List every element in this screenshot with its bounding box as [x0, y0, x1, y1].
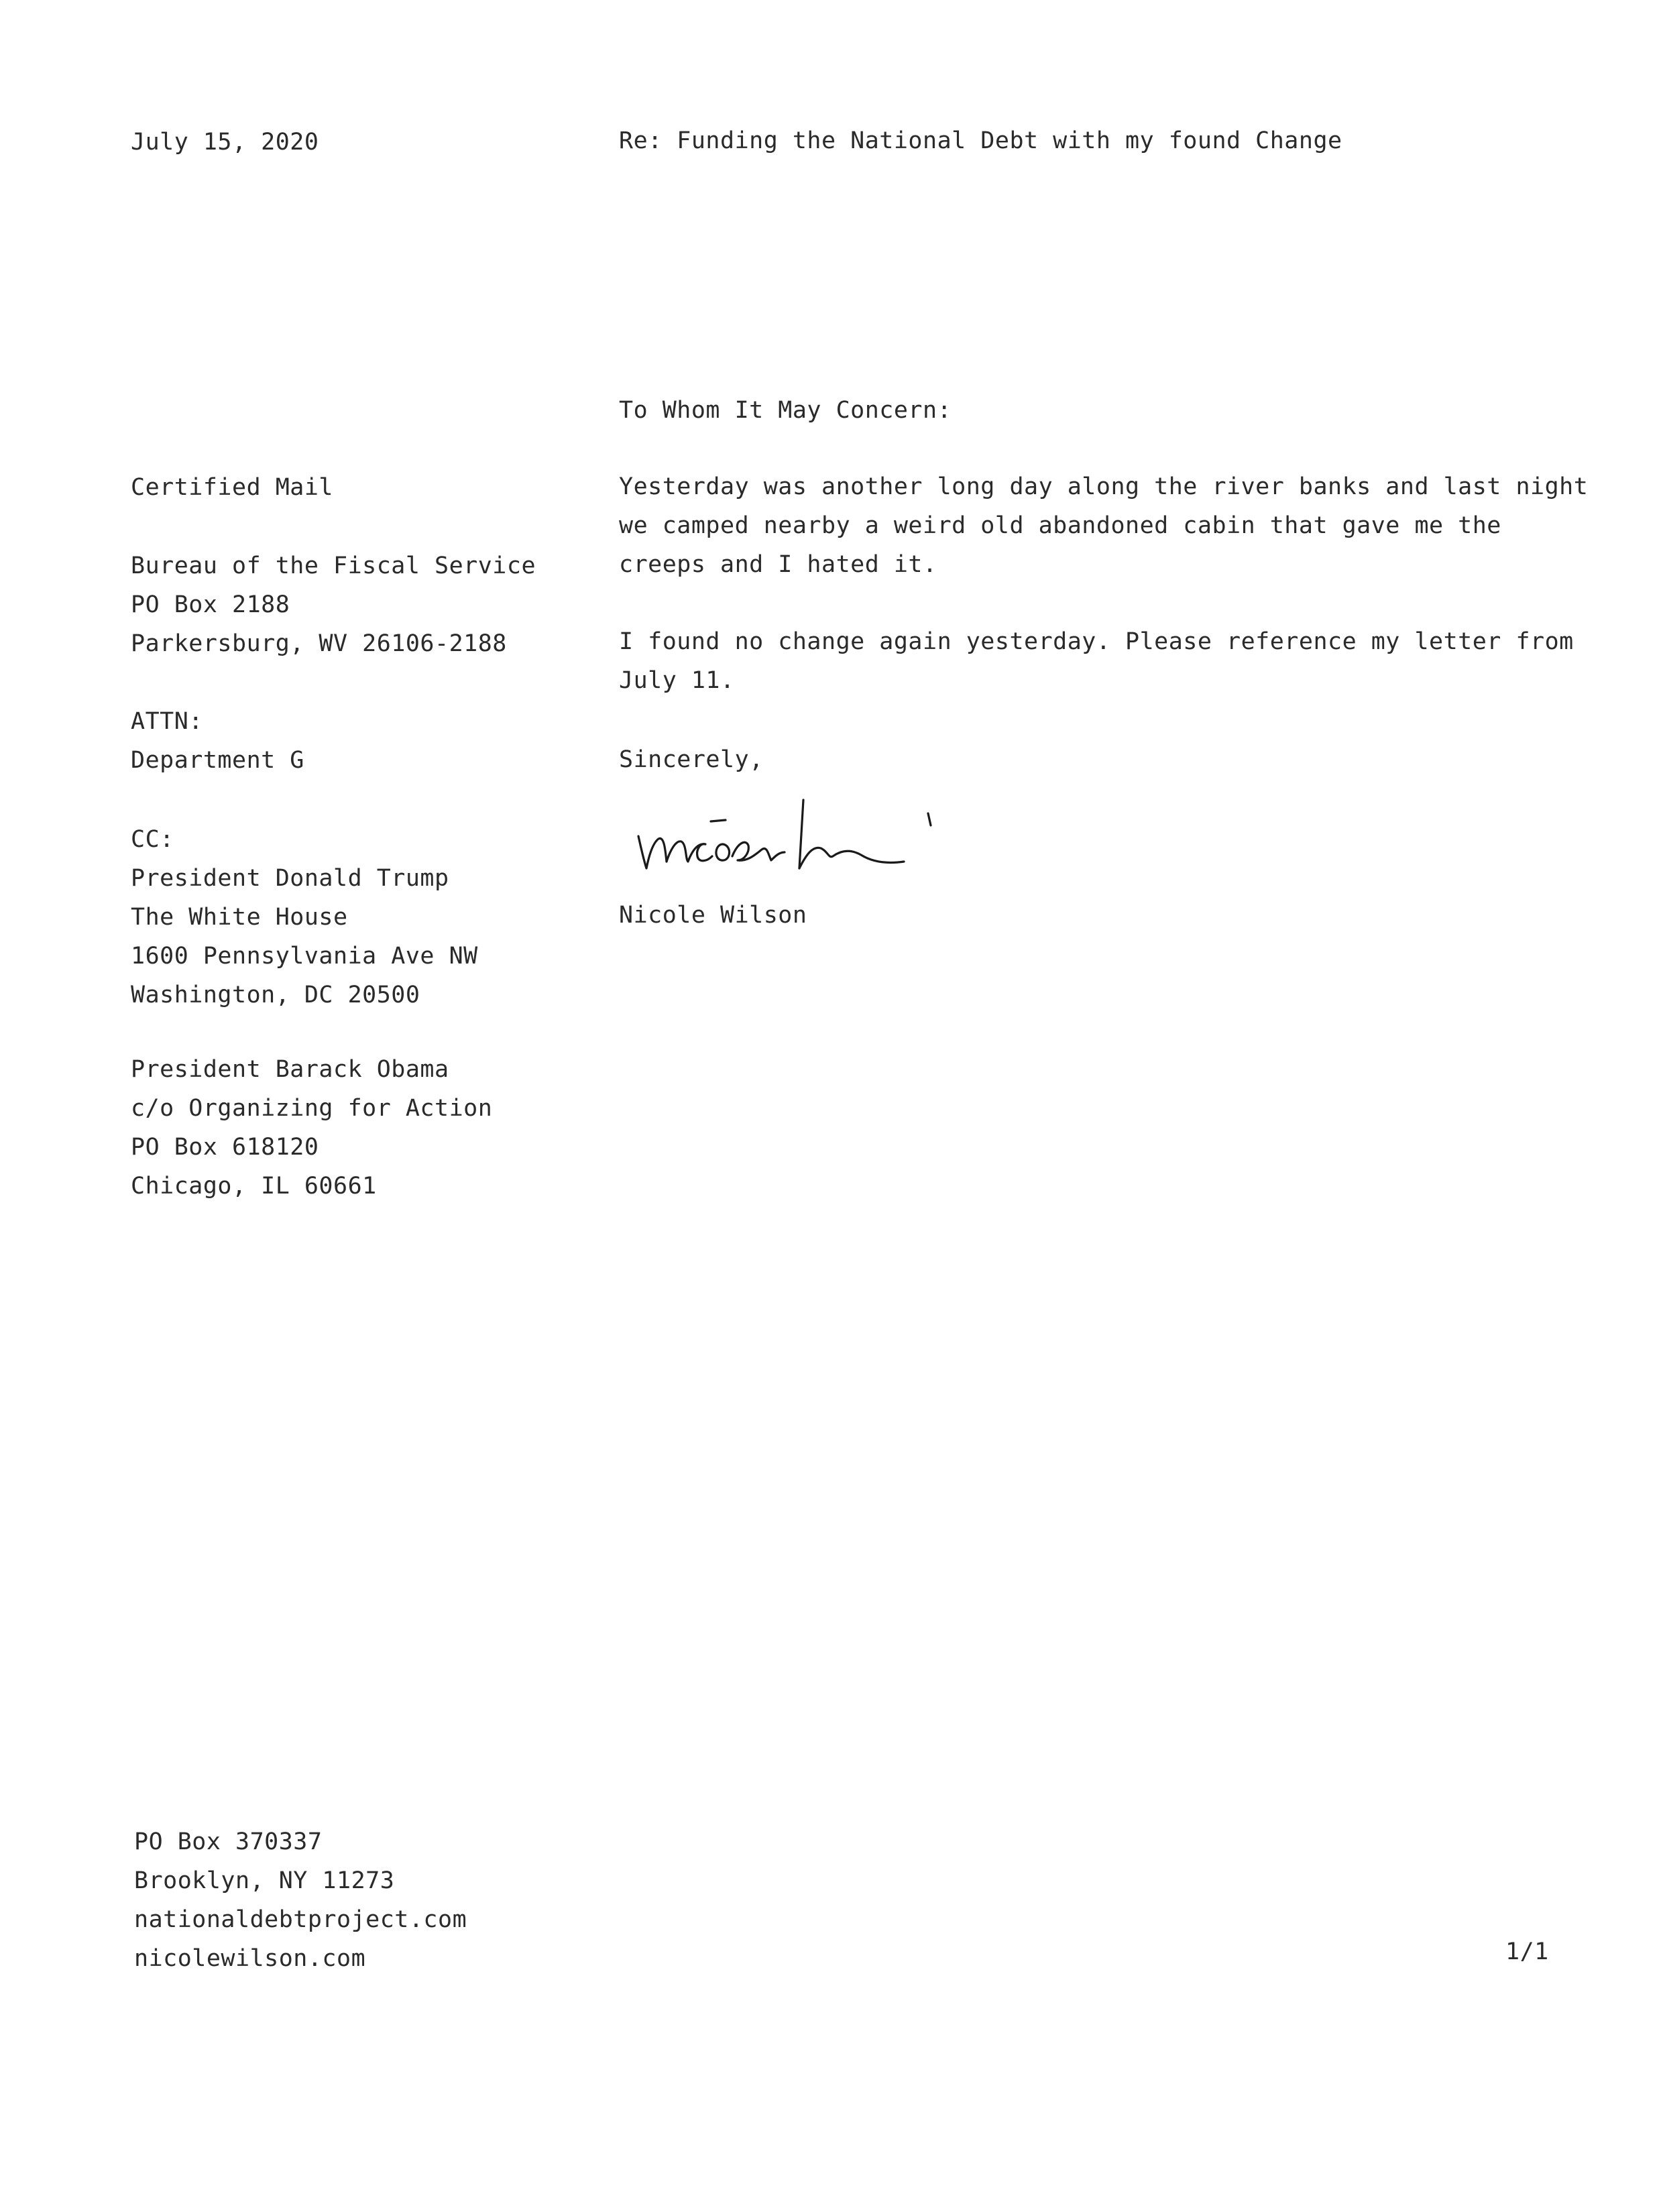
body-line: creeps and I hated it.	[619, 551, 937, 578]
cc-address-line: Chicago, IL 60661	[131, 1173, 377, 1200]
cc-address-line: Washington, DC 20500	[131, 982, 420, 1008]
body-paragraph	[619, 467, 1589, 584]
recipient-address-line: PO Box 2188	[131, 591, 290, 618]
cc-label: CC:	[131, 826, 174, 853]
cc-block	[131, 820, 478, 1014]
body-paragraph	[619, 622, 1574, 700]
letter-date: July 15, 2020	[131, 129, 319, 156]
salutation: To Whom It May Concern:	[619, 397, 952, 424]
cc-address-line: President Barack Obama	[131, 1056, 449, 1083]
handwritten-signature	[630, 795, 966, 882]
body-line: I found no change again yesterday. Please reference my letter from	[619, 628, 1574, 655]
letter-subject: Re: Funding the National Debt with my found Change	[619, 127, 1342, 154]
attention-value: Department G	[131, 747, 304, 774]
cc-address-line: The White House	[131, 904, 348, 931]
sender-footer	[134, 1822, 467, 1978]
footer-line: Brooklyn, NY 11273	[134, 1867, 395, 1894]
cc-address-line: c/o Organizing for Action	[131, 1095, 493, 1122]
footer-line: PO Box 370337	[134, 1828, 323, 1855]
page-number: 1/1	[1505, 1938, 1549, 1965]
delivery-method: Certified Mail	[131, 474, 334, 501]
cc-address-line: PO Box 618120	[131, 1134, 319, 1161]
footer-line: nationaldebtproject.com	[134, 1906, 467, 1933]
recipient-address	[131, 546, 536, 663]
attention-label: ATTN:	[131, 708, 203, 735]
cc-address-line: 1600 Pennsylvania Ave NW	[131, 943, 478, 970]
attention-block	[131, 702, 304, 780]
signature-name: Nicole Wilson	[619, 902, 807, 929]
body-line: we camped nearby a weird old abandoned cabin that gave me the	[619, 512, 1501, 539]
recipient-address-line: Parkersburg, WV 26106-2188	[131, 630, 507, 657]
body-line: Yesterday was another long day along the river banks and last night	[619, 473, 1589, 500]
closing: Sincerely,	[619, 746, 764, 773]
cc-address-line: President Donald Trump	[131, 865, 449, 892]
recipient-address-line: Bureau of the Fiscal Service	[131, 552, 536, 579]
body-line: July 11.	[619, 667, 735, 694]
footer-line: nicolewilson.com	[134, 1945, 366, 1972]
cc-address-second	[131, 1050, 492, 1206]
